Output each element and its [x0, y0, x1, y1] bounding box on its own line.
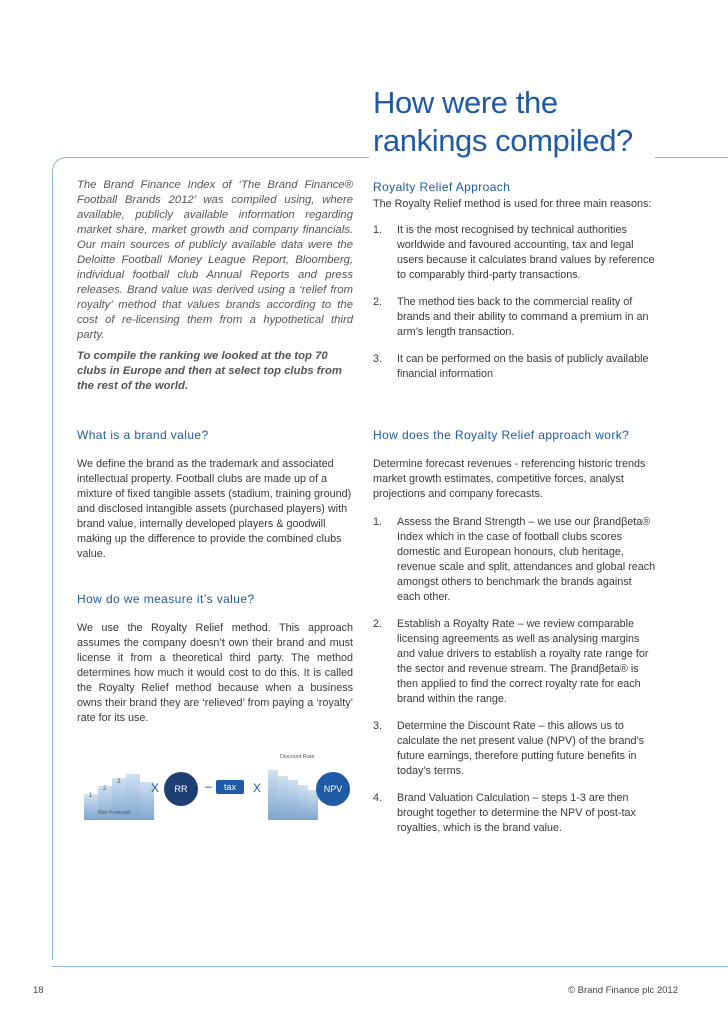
royalty-item [373, 352, 657, 382]
multiply-sign-1: X [151, 781, 160, 795]
approach-intro: Determine forecast revenues - referencing historic trends market growth estimates, competitive forces, analyst projections and company forecasts. [373, 458, 646, 500]
measure-section [77, 592, 353, 726]
multiply-sign-2: X [253, 781, 262, 795]
page-number: 18 [33, 985, 44, 996]
intro-paragraph: The Brand Finance Index of ‘The Brand Finance® Football Brands 2012’ was compiled using, where available, publicly available information regarding market share, market growth and company financials. Our main sources of publicly available data were the Deloitte Football Money League Report, Bloomberg, individual football club Annual Reports and press releases. Brand value was derived using a ‘relief from royalty’ method that values brands according to the cost of re-licensing them from a hypothetical third party. [77, 179, 353, 341]
npv-bar-1 [268, 770, 278, 820]
npv-bar-3 [288, 780, 298, 820]
footer-rule [52, 966, 728, 967]
title-line-1: How were the [373, 85, 558, 120]
royalty-item-text: It is the most recognised by technical authorities worldwide and favoured accounting, tax and legal users because it calculates brand values by reference to comparably third-party transactions. [397, 224, 655, 281]
royalty-item [373, 295, 657, 340]
tax-label: tax [223, 782, 236, 792]
approach-item [373, 719, 657, 779]
approach-section [373, 428, 657, 836]
approach-item-number: 3. [373, 720, 383, 732]
left-vertical-rule [52, 170, 53, 960]
royalty-section [373, 180, 657, 382]
step-1: 1 [89, 793, 93, 799]
approach-item-number: 2. [373, 618, 383, 630]
approach-item [373, 617, 657, 707]
npv-bar-4 [298, 785, 308, 820]
royalty-item-number: 1. [373, 224, 383, 236]
measure-body: We use the Royalty Relief method. This approach assumes the company doesn’t own their brand and must license it from a theoretical third party. The method determines how much it would cost to do this. It is called the Royalty Relief method because when a business owns their brand they are ‘relieved’ from paying a ‘royalty’ rate for its use. [77, 622, 353, 724]
npv-circle [316, 772, 350, 806]
brand-value-section [77, 428, 353, 562]
rr-circle [164, 772, 198, 806]
npv-bar-2 [278, 776, 288, 820]
tax-box [216, 780, 244, 794]
approach-item [373, 791, 657, 836]
royalty-intro: The Royalty Relief method is used for three main reasons: [373, 198, 652, 210]
approach-item-number: 1. [373, 516, 383, 528]
approach-item-number: 4. [373, 792, 383, 804]
approach-item-text: Determine the Discount Rate – this allows us to calculate the net present value (NPV) of the brand’s future earnings, therefore putting future benefits in today’s terms. [397, 720, 645, 777]
approach-item-text: Assess the Brand Strength – we use our βrandβeta® Index which in the case of football clubs scores domestic and European honours, club heritage, revenue scale and split, attendances and global reach amongst others to benchmark the brands against each other. [397, 516, 656, 603]
royalty-heading: Royalty Relief Approach [373, 180, 511, 194]
royalty-item-number: 3. [373, 353, 383, 365]
brand-value-heading: What is a brand value? [77, 428, 209, 442]
approach-item [373, 515, 657, 605]
title-line-2: rankings compiled? [373, 123, 633, 158]
intro-emphasis: To compile the ranking we looked at the top 70 clubs in Europe and then at select top clubs from the rest of the world. [77, 350, 342, 392]
minus-sign: – [205, 779, 212, 793]
page-title [373, 84, 673, 160]
royalty-item [373, 223, 657, 283]
approach-heading: How does the Royalty Relief approach work? [373, 428, 630, 442]
approach-item-text: Establish a Royalty Rate – we review comparable licensing agreements as well as analysing margins and value drivers to establish a royalty rate range for the sector and revenue stream. The βrandβeta® is then applied to find the correct royalty rate for each brand within the range. [397, 618, 649, 705]
step-3: 3 [117, 779, 121, 785]
npv-label: NPV [323, 784, 343, 794]
discount-rate-label: Discount Rate [280, 754, 315, 760]
royalty-item-text: The method ties back to the commercial reality of brands and their ability to command a premium in an arm’s length transaction. [397, 296, 649, 338]
copyright: © Brand Finance plc 2012 [568, 985, 678, 996]
intro-block [77, 178, 353, 394]
royalty-relief-diagram [78, 735, 358, 820]
brand-value-body: We define the brand as the trademark and associated intellectual property. Football clubs are made up of a mixture of fixed tangible assets (stadium, training ground) and disclosed intangible assets (purchased players) with brand value, internally developed players & goodwill making up the difference to provide the combined clubs value. [77, 458, 352, 560]
rev-forecast-label: Rev Forecast [98, 810, 131, 816]
right-title-rule [655, 157, 728, 158]
rr-label: RR [174, 784, 188, 794]
approach-item-text: Brand Valuation Calculation – steps 1-3 are then brought together to determine the NPV of post-tax royalties, which is the brand value. [397, 792, 636, 834]
royalty-item-text: It can be performed on the basis of publicly available financial information [397, 353, 649, 380]
royalty-item-number: 2. [373, 296, 383, 308]
step-2: 2 [103, 786, 107, 792]
measure-heading: How do we measure it’s value? [77, 592, 255, 606]
left-corner-rule [52, 157, 369, 178]
